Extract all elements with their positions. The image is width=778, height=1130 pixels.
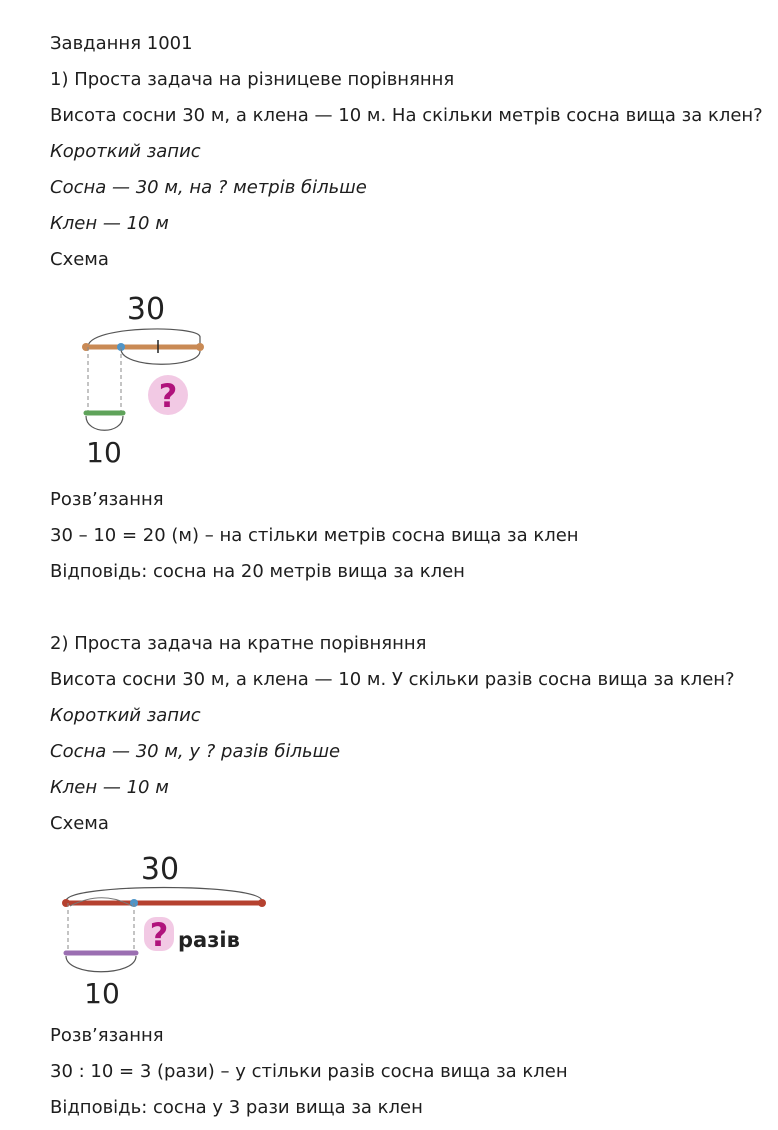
part1-pine-end-dot [196,343,204,351]
part2-question-mark: ? [149,916,169,954]
part1-difference-brace [121,349,200,364]
part2-short-note-label: Короткий запис [50,705,201,726]
part1-heading: 1) Проста задача на різницеве порівняння [50,69,455,90]
part1-top-value: 30 [126,292,166,327]
part1-short-note-label: Короткий запис [50,141,201,162]
part1-scheme-diagram [70,285,230,475]
part2-scheme-diagram [52,845,282,1015]
part1-solution: 30 – 10 = 20 (м) – на стільки метрів сосна вища за клен [50,525,579,546]
part2-problem: Висота сосни 30 м, а клена — 10 м. У скільки разів сосна вища за клен? [50,669,735,690]
part2-note-line-1: Сосна — 30 м, у ? разів більше [50,741,341,762]
part2-heading: 2) Проста задача на кратне порівняння [50,633,427,654]
part1-answer: Відповідь: сосна на 20 метрів вища за клен [50,561,465,582]
part2-top-value: 30 [140,852,180,887]
part1-pine-start-dot [82,343,90,351]
part2-note-line-2: Клен — 10 м [50,777,169,798]
part2-bottom-value: 10 [84,977,120,1010]
part1-bottom-value: 10 [86,436,122,469]
part2-solution: 30 : 10 = 3 (рази) – у стільки разів сосна вища за клен [50,1061,568,1082]
part1-bottom-brace [86,416,123,430]
part2-answer: Відповідь: сосна у 3 рази вища за клен [50,1097,423,1118]
part2-bottom-brace [66,956,136,972]
part2-scheme-label: Схема [50,813,109,834]
part2-question-suffix: разів [178,928,240,952]
part2-pine-start-dot [62,899,70,907]
part2-solution-label: Розв’язання [50,1025,164,1046]
part1-problem: Висота сосни 30 м, а клена — 10 м. На скільки метрів сосна вища за клен? [50,105,763,126]
part1-note-line-2: Клен — 10 м [50,213,169,234]
part1-top-brace [88,329,200,347]
part1-scheme-label: Схема [50,249,109,270]
part2-pine-end-dot [258,899,266,907]
part2-top-brace [66,888,262,902]
part1-solution-label: Розв’язання [50,489,164,510]
part1-question-mark: ? [158,377,178,415]
part1-note-line-1: Сосна — 30 м, на ? метрів більше [50,177,367,198]
task-title: Завдання 1001 [50,33,193,54]
